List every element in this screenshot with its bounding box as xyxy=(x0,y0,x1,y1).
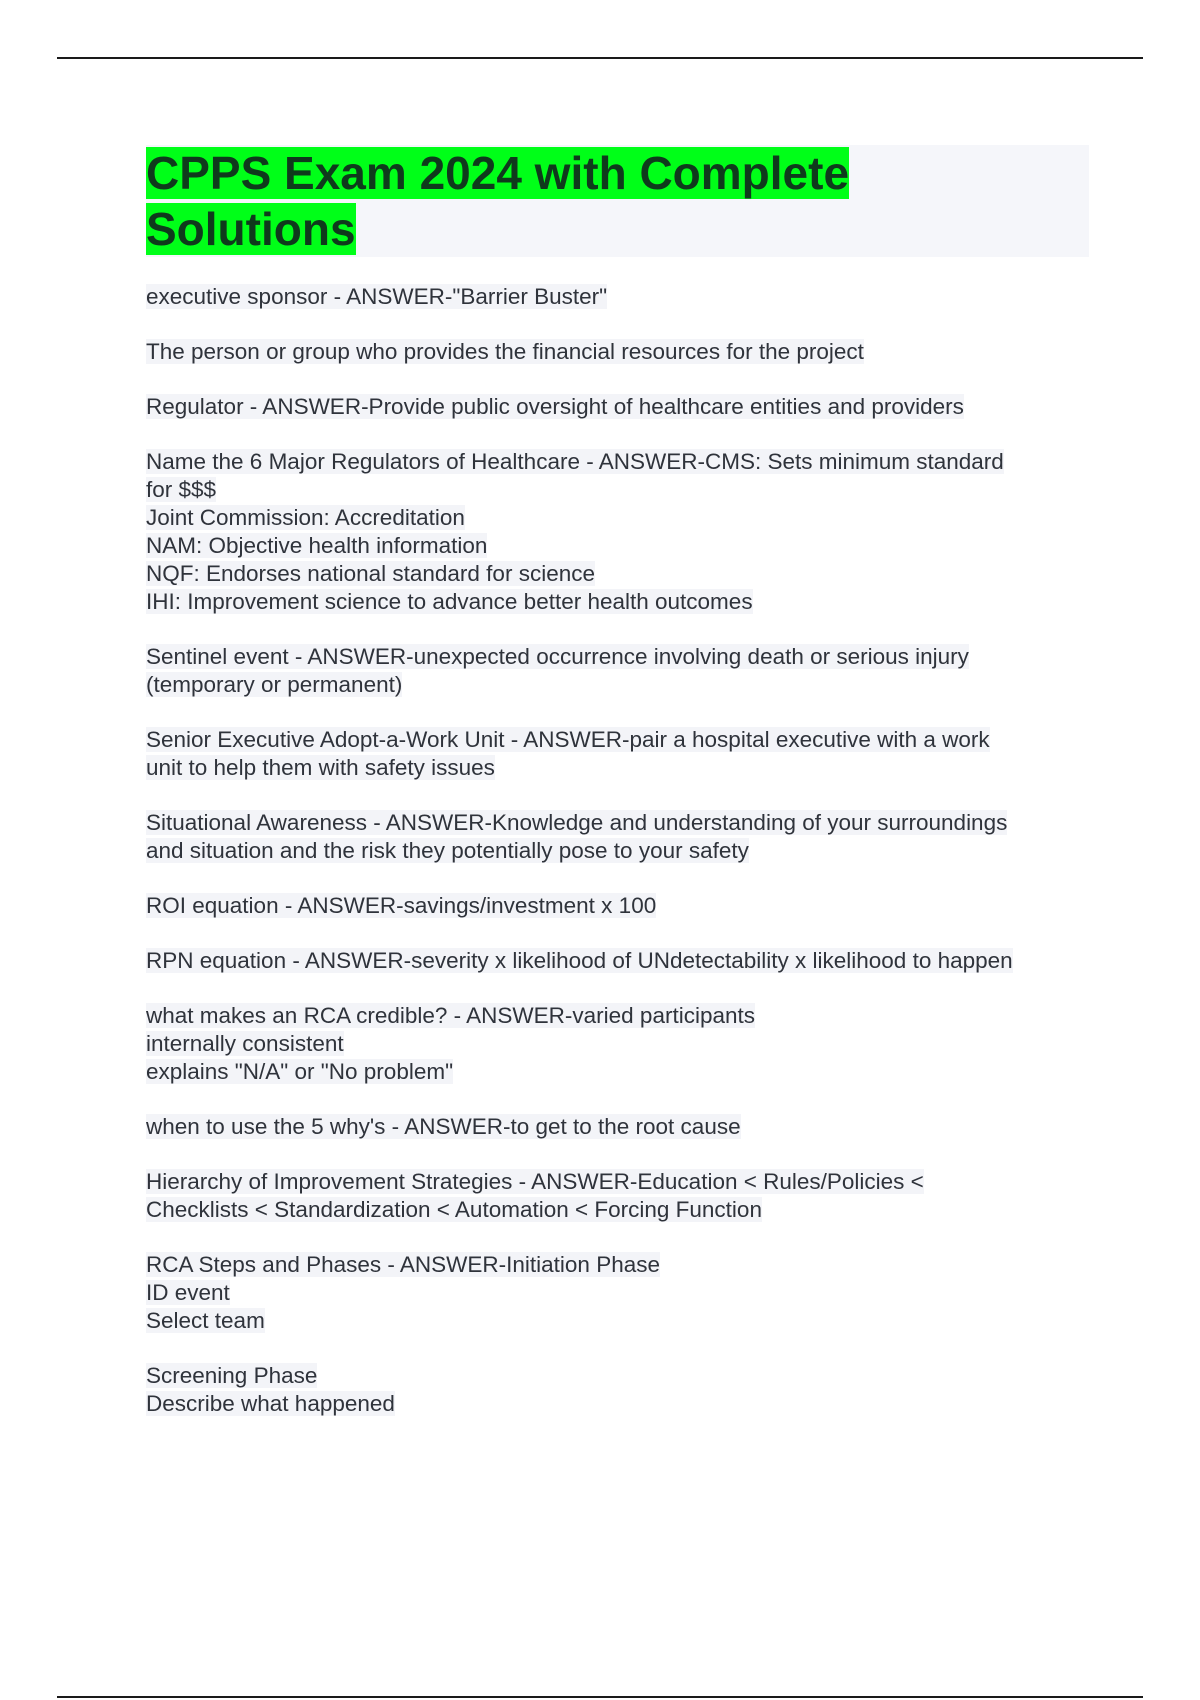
entry-line xyxy=(146,1196,1101,1224)
title-line-2: Solutions xyxy=(146,203,356,255)
entry-line xyxy=(146,892,1101,920)
qa-entry xyxy=(146,809,1101,865)
entry-line-text: internally consistent xyxy=(146,1031,344,1056)
qa-entry xyxy=(146,283,1101,311)
top-rule xyxy=(57,57,1143,59)
entry-line xyxy=(146,1362,1101,1390)
entry-line-text: Joint Commission: Accreditation xyxy=(146,505,465,530)
qa-entry xyxy=(146,338,1101,366)
entry-line xyxy=(146,393,1101,421)
qa-entry xyxy=(146,726,1101,782)
qa-entry xyxy=(146,393,1101,421)
title-block xyxy=(146,145,1089,257)
qa-entry xyxy=(146,1002,1101,1086)
entry-line-text: unit to help them with safety issues xyxy=(146,755,495,780)
entry-line xyxy=(146,1168,1101,1196)
entry-line xyxy=(146,1390,1101,1418)
entry-line-text: Regulator - ANSWER-Provide public oversight of healthcare entities and providers xyxy=(146,394,964,419)
entry-line-text: what makes an RCA credible? - ANSWER-varied participants xyxy=(146,1003,755,1028)
entry-line-text: Name the 6 Major Regulators of Healthcare - ANSWER-CMS: Sets minimum standard xyxy=(146,449,1004,474)
entry-line xyxy=(146,643,1101,671)
entry-line-text: executive sponsor - ANSWER-"Barrier Buster" xyxy=(146,284,608,309)
entry-line-text: Sentinel event - ANSWER-unexpected occurrence involving death or serious injury xyxy=(146,644,969,669)
entry-line-text: Senior Executive Adopt-a-Work Unit - ANSWER-pair a hospital executive with a work xyxy=(146,727,990,752)
entry-line xyxy=(146,283,1101,311)
entry-line-text: The person or group who provides the financial resources for the project xyxy=(146,339,864,364)
entry-line-text: RCA Steps and Phases - ANSWER-Initiation Phase xyxy=(146,1252,660,1277)
qa-entry xyxy=(146,448,1101,616)
entry-line-text: when to use the 5 why's - ANSWER-to get to the root cause xyxy=(146,1114,741,1139)
entry-line-text: Select team xyxy=(146,1308,265,1333)
entry-line-text: and situation and the risk they potentially pose to your safety xyxy=(146,838,749,863)
entry-line xyxy=(146,1251,1101,1279)
bottom-rule xyxy=(57,1696,1143,1698)
entry-line-text: Screening Phase xyxy=(146,1363,318,1388)
entry-line-text: for $$$ xyxy=(146,477,217,502)
entry-line-text: Describe what happened xyxy=(146,1391,395,1416)
entry-line xyxy=(146,532,1101,560)
entry-line-text: NAM: Objective health information xyxy=(146,533,488,558)
qa-entry xyxy=(146,892,1101,920)
qa-entry xyxy=(146,1113,1101,1141)
entry-line xyxy=(146,947,1101,975)
entry-line xyxy=(146,560,1101,588)
entry-line-text: ROI equation - ANSWER-savings/investment x 100 xyxy=(146,893,657,918)
document-title xyxy=(146,145,906,257)
entry-line xyxy=(146,1058,1101,1086)
entry-line-text: Situational Awareness - ANSWER-Knowledge and understanding of your surroundings xyxy=(146,810,1008,835)
entry-line xyxy=(146,338,1101,366)
entry-line xyxy=(146,588,1101,616)
entry-line xyxy=(146,504,1101,532)
entry-line xyxy=(146,809,1101,837)
qa-entry xyxy=(146,947,1101,975)
entry-line-text: IHI: Improvement science to advance better health outcomes xyxy=(146,589,753,614)
entry-line-text: Hierarchy of Improvement Strategies - ANSWER-Education < Rules/Policies < xyxy=(146,1169,924,1194)
entry-line-text: NQF: Endorses national standard for science xyxy=(146,561,595,586)
entry-line xyxy=(146,448,1101,476)
entry-line xyxy=(146,1030,1101,1058)
qa-entry xyxy=(146,1251,1101,1335)
entry-line xyxy=(146,1279,1101,1307)
entry-line xyxy=(146,837,1101,865)
entry-line xyxy=(146,1113,1101,1141)
title-line-1: CPPS Exam 2024 with Complete xyxy=(146,147,850,199)
entry-line xyxy=(146,476,1101,504)
entry-line-text: explains "N/A" or "No problem" xyxy=(146,1059,454,1084)
entry-line xyxy=(146,726,1101,754)
qa-entry xyxy=(146,643,1101,699)
entry-line-text: (temporary or permanent) xyxy=(146,672,403,697)
entry-line-text: ID event xyxy=(146,1280,230,1305)
entry-line-text: Checklists < Standardization < Automation < Forcing Function xyxy=(146,1197,762,1222)
qa-entry xyxy=(146,1362,1101,1418)
entry-line-text: RPN equation - ANSWER-severity x likelihood of UNdetectability x likelihood to happen xyxy=(146,948,1013,973)
entry-line xyxy=(146,754,1101,782)
entry-line xyxy=(146,671,1101,699)
document-body xyxy=(146,283,1101,1445)
entry-line xyxy=(146,1002,1101,1030)
entry-line xyxy=(146,1307,1101,1335)
qa-entry xyxy=(146,1168,1101,1224)
